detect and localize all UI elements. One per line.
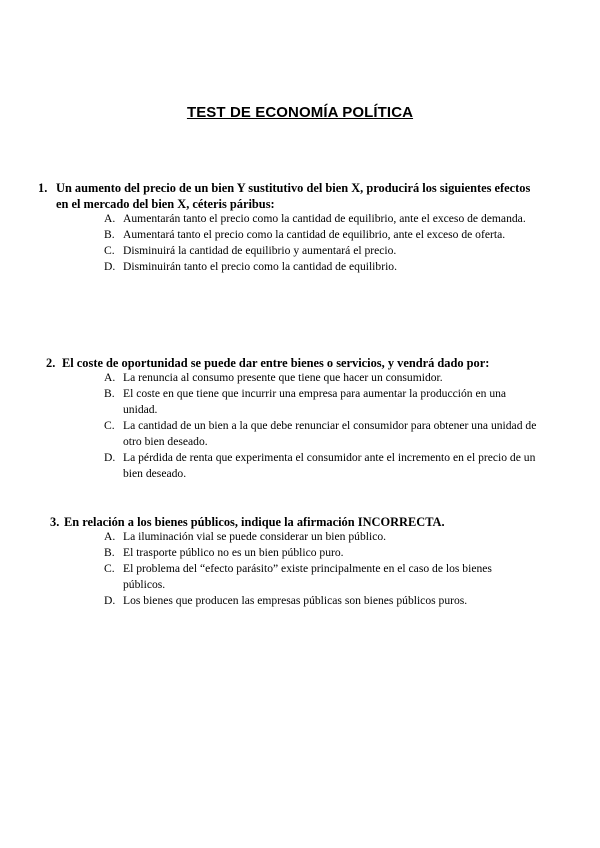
option-letter: C. <box>104 562 115 575</box>
option-text: Aumentarán tanto el precio como la cantidad de equilibrio, ante el exceso de demanda. <box>123 212 526 225</box>
option-text: La renuncia al consumo presente que tiene que hacer un consumidor. <box>123 371 443 384</box>
question-number: 1. <box>38 181 48 195</box>
option-text: Disminuirá la cantidad de equilibrio y aumentará el precio. <box>123 244 397 257</box>
option-c <box>104 561 524 593</box>
option-a <box>104 529 524 545</box>
option-b <box>104 386 542 418</box>
option-text: Los bienes que producen las empresas públicas son bienes públicos puros. <box>123 594 468 607</box>
option-letter: A. <box>104 371 116 384</box>
question-2-options <box>104 370 542 482</box>
question-text: En relación a los bienes públicos, indique la afirmación INCORRECTA. <box>64 515 445 529</box>
question-number: 2. <box>46 356 56 370</box>
question-1-options <box>104 211 534 275</box>
option-text: El problema del “efecto parásito” existe principalmente en el caso de los bienes públicos. <box>123 562 492 591</box>
option-c <box>104 243 534 259</box>
option-letter: B. <box>104 546 115 559</box>
option-letter: D. <box>104 594 116 607</box>
option-letter: A. <box>104 212 116 225</box>
option-a <box>104 370 542 386</box>
option-text: Aumentará tanto el precio como la cantidad de equilibrio, ante el exceso de oferta. <box>123 228 506 241</box>
option-text: El trasporte público no es un bien público puro. <box>123 546 344 559</box>
option-text: El coste en que tiene que incurrir una empresa para aumentar la producción en una unidad. <box>123 387 507 416</box>
option-a <box>104 211 534 227</box>
question-number: 3. <box>50 515 60 529</box>
option-text: La iluminación vial se puede considerar un bien público. <box>123 530 387 543</box>
option-letter: B. <box>104 228 115 241</box>
option-letter: C. <box>104 419 115 432</box>
question-text: Un aumento del precio de un bien Y sustitutivo del bien X, producirá los siguientes efectos en el mercado del bien X, céteris páribus: <box>56 181 531 211</box>
option-letter: A. <box>104 530 116 543</box>
question-3 <box>50 514 550 530</box>
question-text: El coste de oportunidad se puede dar entre bienes o servicios, y vendrá dado por: <box>62 356 490 370</box>
option-d <box>104 259 534 275</box>
option-text: Disminuirán tanto el precio como la cantidad de equilibrio. <box>123 260 397 273</box>
option-letter: D. <box>104 451 116 464</box>
option-letter: C. <box>104 244 115 257</box>
option-b <box>104 227 534 243</box>
question-3-options <box>104 529 524 609</box>
option-text: La cantidad de un bien a la que debe renunciar el consumidor para obtener una unidad de otro bien deseado. <box>123 419 537 448</box>
option-c <box>104 418 542 450</box>
question-2 <box>46 355 546 371</box>
question-1 <box>38 180 543 212</box>
option-b <box>104 545 524 561</box>
option-d <box>104 593 524 609</box>
option-letter: D. <box>104 260 116 273</box>
page-title: TEST DE ECONOMÍA POLÍTICA <box>186 104 414 121</box>
option-d <box>104 450 542 482</box>
option-text: La pérdida de renta que experimenta el consumidor ante el incremento en el precio de un bien deseado. <box>123 451 536 480</box>
option-letter: B. <box>104 387 115 400</box>
